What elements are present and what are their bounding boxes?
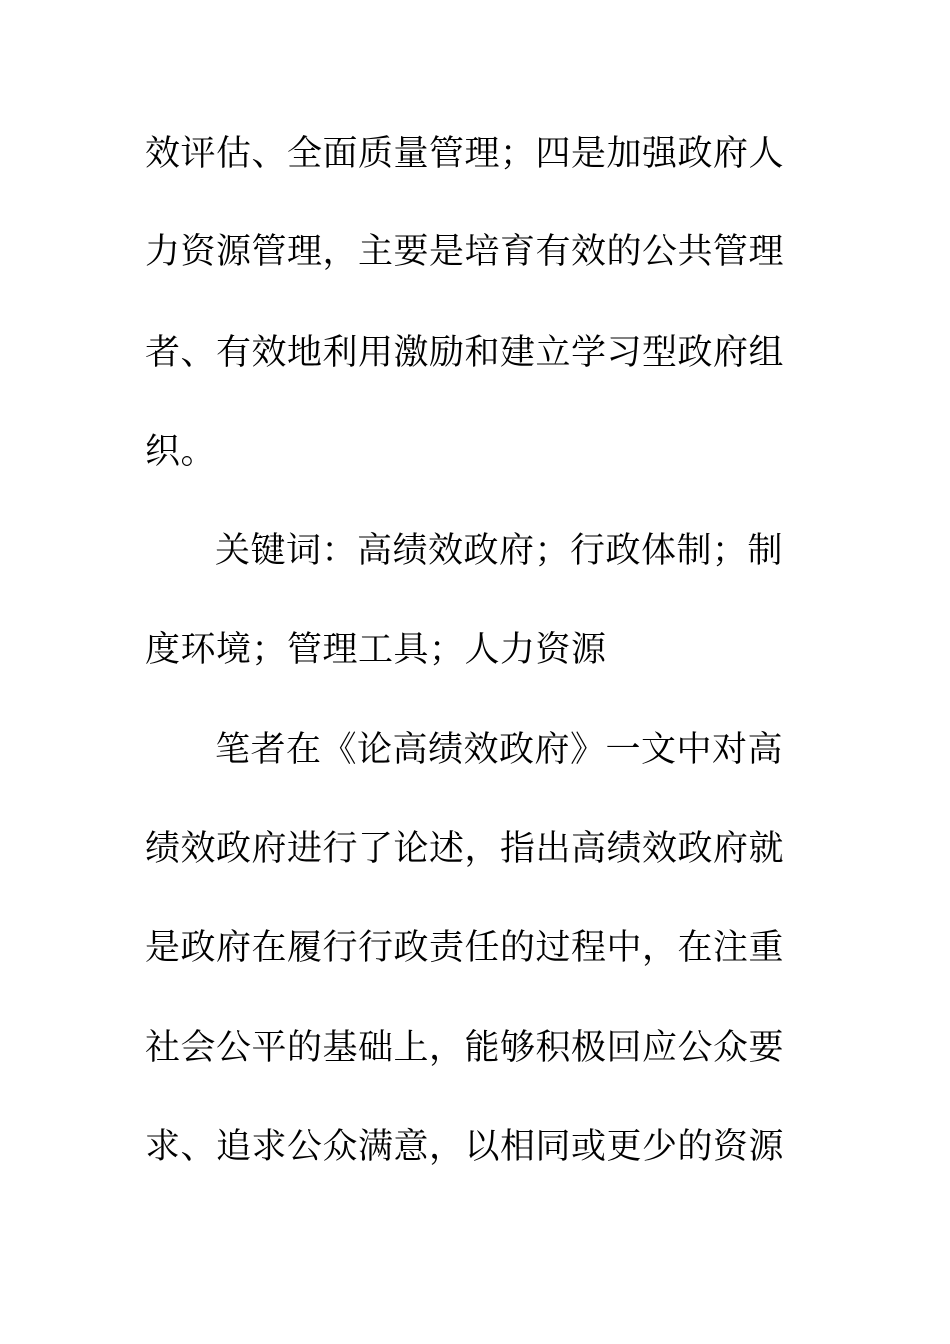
keywords-line: 度环境；管理工具；人力资源 (145, 630, 607, 670)
text-line: 织。 (145, 432, 217, 472)
text-line: 绩效政府进行了论述，指出高绩效政府就 (145, 829, 785, 869)
text-line: 者、有效地利用激励和建立学习型政府组 (145, 333, 785, 373)
text-line: 效评估、全面质量管理；四是加强政府人 (145, 134, 785, 174)
text-line: 笔者在《论高绩效政府》一文中对高 (215, 730, 784, 770)
keywords-line: 关键词：高绩效政府；行政体制；制 (215, 531, 784, 571)
text-line: 力资源管理，主要是培育有效的公共管理 (145, 232, 785, 272)
text-line: 求、追求公众满意，以相同或更少的资源 (145, 1127, 785, 1167)
text-line: 社会公平的基础上，能够积极回应公众要 (145, 1028, 785, 1068)
text-line: 是政府在履行行政责任的过程中，在注重 (145, 928, 785, 968)
